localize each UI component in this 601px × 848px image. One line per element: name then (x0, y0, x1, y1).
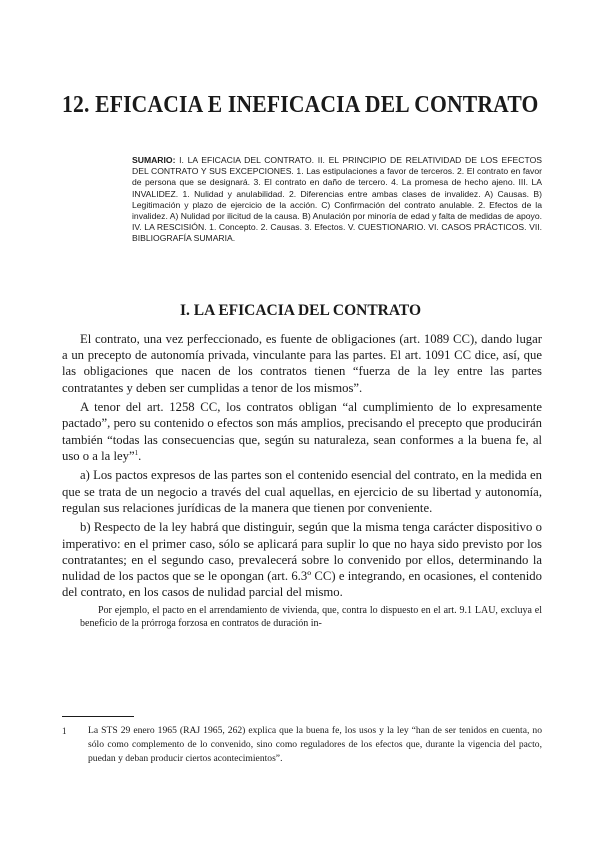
paragraph-2 (62, 399, 542, 464)
example-paragraph: Por ejemplo, el pacto en el arrendamiento de vivienda, que, contra lo dispuesto en el art. 9.1 LAU, excluya el beneficio de la prórroga forzosa en contratos de duración in- (80, 604, 542, 630)
footnote-reference[interactable]: 1 (134, 448, 139, 457)
chapter-title: 12. EFICACIA E INEFICACIA DEL CONTRATO (62, 92, 539, 118)
footnote (62, 724, 542, 766)
paragraph-2-text: A tenor del art. 1258 CC, los contratos obligan “al cumplimiento de lo expresamente pactado”, pero su contenido o efectos son más amplios, precisando el precepto que producirán también “todas las consecuencias que, según su naturaleza, sean conformes a la buena fe, al uso o a la ley” (62, 400, 542, 463)
paragraph-4: b) Respecto de la ley habrá que distinguir, según que la misma tenga carácter dispositivo o imperativo: en el primer caso, sólo se aplicará para suplir lo que no haya sido previsto por los contratantes; en el segundo caso, prevalecerá sobre lo convenido por ellos, determinando la nulidad de los pactos que se le opongan (art. 6.3º CC) e integrando, en ocasiones, el contenido del contrato, en los casos de nulidad parcial del mismo. (62, 520, 542, 600)
paragraph-1: El contrato, una vez perfeccionado, es fuente de obligaciones (art. 1089 CC), dando lugar a un precepto de autonomía privada, vinculante para las partes. El art. 1091 CC dice, así, que las obligaciones que nacen de los contratos tienen “fuerza de la ley entre las partes contratantes y deben ser cumplidas a tenor de los mismos”. (62, 332, 542, 395)
footnote-text: La STS 29 enero 1965 (RAJ 1965, 262) explica que la buena fe, los usos y la ley “han de ser tenidos en cuenta, no sólo como complemento de lo convenido, sino como reguladores de los efectos que, durante la vigencia del pacto, puedan y deban producir ciertos acontecimientos”. (88, 725, 542, 764)
body-text (62, 331, 542, 634)
summary-text: I. LA EFICACIA DEL CONTRATO. II. EL PRINCIPIO DE RELATIVIDAD DE LOS EFECTOS DEL CONTRATO Y SUS EXCEPCIONES. 1. Las estipulaciones a favor de terceros. 2. El contrato en favor de persona que se designará. 3. El contrato en daño de tercero. 4. La promesa de hecho ajeno. III. LA INVALIDEZ. 1. Nulidad y anulabilidad. 2. Diferencias entre ambas clases de invalidez. A) Causas. B) Legitimación y plazo de ejercicio de la acción. C) Confirmación del contrato anulable. 2. Efectos de la invalidez. A) Nulidad por ilicitud de la causa. B) Anulación por minoría de edad y falta de medidas de apoyo. IV. LA RESCISIÓN. 1. Concepto. 2. Causas. 3. Efectos. V. CUESTIONARIO. VI. CASOS PRÁCTICOS. VII. BIBLIOGRAFÍA SUMARIA. (132, 155, 542, 244)
footnote-number: 1 (62, 726, 67, 736)
paragraph-3: a) Los pactos expresos de las partes son el contenido esencial del contrato, en la medida en que se trata de un negocio a través del cual aquellas, en ejercicio de su libertad y autonomía, regulan sus relaciones jurídicas de la manera que tienen por conveniente. (62, 468, 542, 515)
summary-label: SUMARIO: (132, 155, 176, 165)
summary-block (132, 155, 542, 245)
section-heading: I. LA EFICACIA DEL CONTRATO (179, 302, 422, 319)
paragraph-2-end: . (138, 448, 142, 463)
footnote-divider (62, 716, 134, 717)
